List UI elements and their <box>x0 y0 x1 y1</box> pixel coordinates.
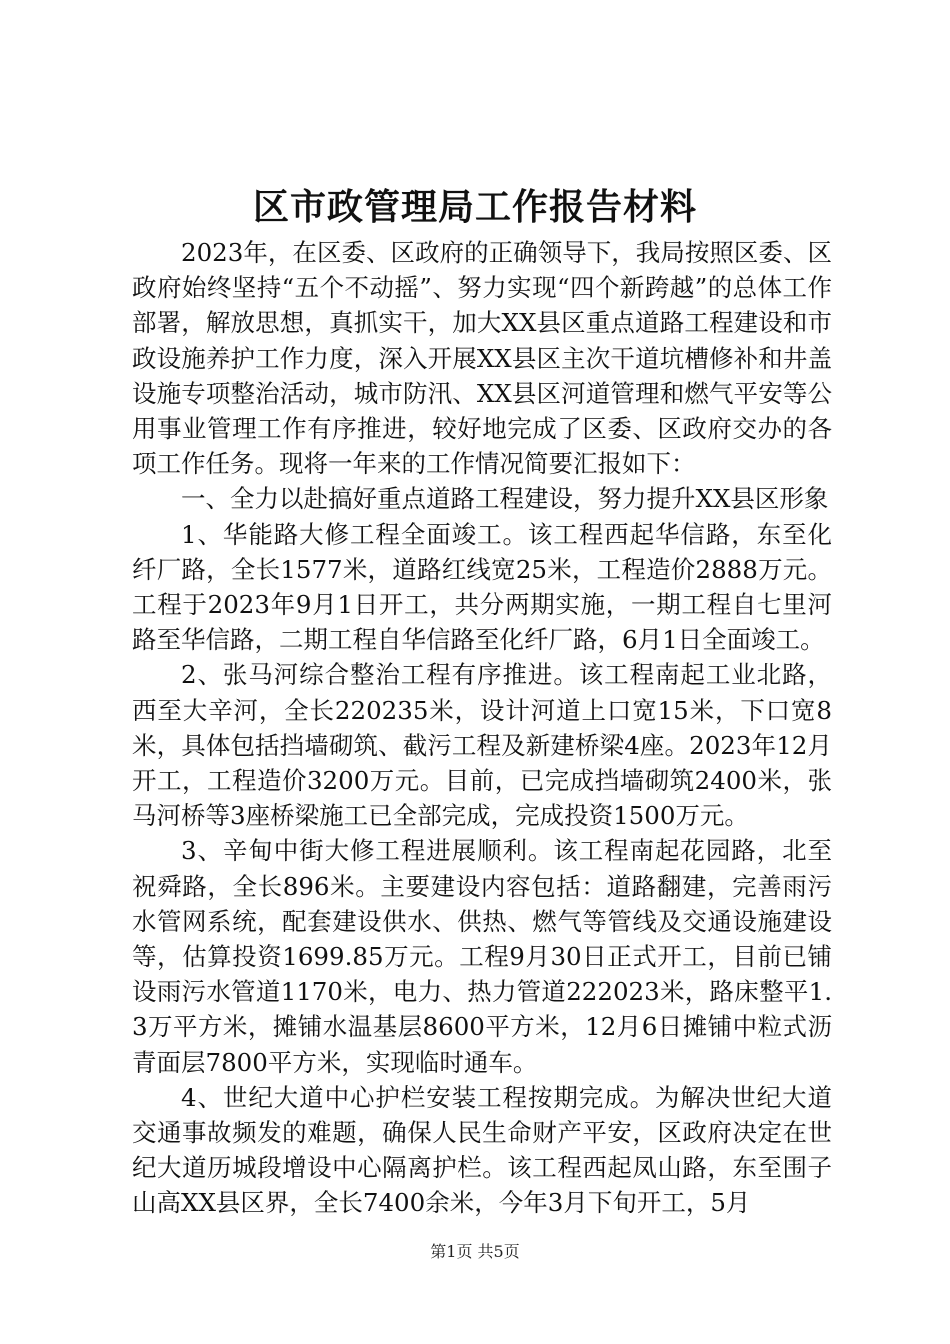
document-title: 区市政管理局工作报告材料 <box>252 186 697 228</box>
intro-paragraph: 2023年，在区委、区政府的正确领导下，我局按照区委、区政府始终坚持“五个不动摇”、努力实现“四个新跨越”的总体工作部署，解放思想，真抓实干，加大XX县区重点道路工程建设和市政设施养护工作力度，深入开展XX县区主次干道坑槽修补和井盖设施专项整治活动，城市防汛、XX县区河道管理和燃气平安等公用事业管理工作有序推进，较好地完成了区委、区政府交办的各项工作任务。现将一年来的工作情况简要汇报如下： <box>132 238 832 479</box>
page-number: 第1页 共5页 <box>430 1242 520 1261</box>
item-paragraph-1: 1、华能路大修工程全面竣工。该工程西起华信路，东至化纤厂路，全长1577米，道路红线宽25米，工程造价2888万元。工程于2023年9月1日开工，共分两期实施，一期工程自七里河路至华信路，二期工程自华信路至化纤厂路，6月1日全面竣工。 <box>132 519 832 655</box>
item-paragraph-2: 2、张马河综合整治工程有序推进。该工程南起工业北路，西至大辛河，全长220235米，设计河道上口宽15米，下口宽8米，具体包括挡墙砌筑、截污工程及新建桥梁4座。2023年12月开工，工程造价3200万元。目前，已完成挡墙砌筑2400米，张马河桥等3座桥梁施工已全部完成，完成投资1500万元。 <box>132 660 832 831</box>
item-paragraph-3: 3、辛甸中街大修工程进展顺利。该工程南起花园路，北至祝舜路，全长896米。主要建设内容包括：道路翻建，完善雨污水管网系统，配套建设供水、供热、燃气等管线及交通设施建设等，估算投资1699.85万元。工程9月30日正式开工，目前已铺设雨污水管道1170米，电力、热力管道222023米，路床整平1.3万平方米，摊铺水温基层8600平方米，12月6日摊铺中粒式沥青面层7800平方米，实现临时通车。 <box>132 836 832 1077</box>
item-paragraph-4: 4、世纪大道中心护栏安装工程按期完成。为解决世纪大道交通事故频发的难题，确保人民生命财产平安，区政府决定在世纪大道历城段增设中心隔离护栏。该工程西起凤山路，东至围子山高XX县区界，全长7400余米，今年3月下旬开工，5月 <box>132 1082 832 1218</box>
section-heading: 一、全力以赴搞好重点道路工程建设，努力提升XX县区形象 <box>181 484 829 514</box>
document-body <box>132 235 832 1221</box>
